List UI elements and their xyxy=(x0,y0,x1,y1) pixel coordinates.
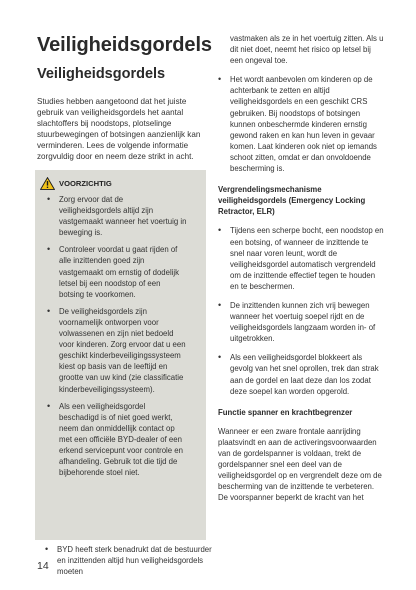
elr-list xyxy=(218,225,384,396)
tensioner-paragraph: Wanneer er een zware frontale aanrijding plaatsvindt en aan de activeringsvoorwaarden van de gordelspanner is voldaan, trekt de gordelspanner snel een deel van de veiligheidsgordel op en vergrendelt deze om de bescherming van de inzittende te verbeteren. De voorspanner beperkt de kracht van het xyxy=(218,426,382,503)
list-item xyxy=(218,300,384,344)
page-number: 14 xyxy=(37,560,49,572)
caution-item xyxy=(35,401,187,479)
list-item-text: Het wordt aanbevolen om kinderen op de achterbank te zetten en altijd veiligheidsgordels en een geschikt CRS gebruiken. Bij noodstops of botsingen kunnen onbeschermde kinderen ernstig gewond raken en kan hun leven in gevaar komen. Laat kinderen ook niet op iemands schoot zitten, omdat er dan onvoldoende bescherming is. xyxy=(230,75,377,174)
caution-item-text: Zorg ervoor dat de veiligheidsgordels altijd zijn vastgemaakt wanneer het voertuig in beweging is. xyxy=(59,195,187,238)
child-list xyxy=(218,74,384,174)
caution-item xyxy=(35,194,187,238)
left-bottom-list xyxy=(35,544,215,577)
bullet-dot: • xyxy=(218,74,222,85)
bullet-dot: • xyxy=(47,400,51,411)
caution-item-text: Controleer voordat u gaat rijden of alle inzittenden goed zijn vastgemaakt om ernstig of dodelijk letsel bij een noodstop of een botsing te voorkomen. xyxy=(59,245,180,299)
bullet-dot: • xyxy=(47,305,51,316)
caution-box xyxy=(35,170,206,540)
caution-header xyxy=(40,177,112,190)
list-item xyxy=(218,352,384,396)
list-item-text: Als een veiligheidsgordel blokkeert als gevolg van het snel oprollen, trek dan strak aan de gordel en laat deze dan los zodat deze soepel kan worden opgerold. xyxy=(230,353,379,396)
right-column xyxy=(218,33,384,503)
warning-triangle-icon xyxy=(40,177,55,190)
bullet-dot: • xyxy=(218,225,222,236)
page-title: Veiligheidsgordels xyxy=(37,34,212,56)
caution-list xyxy=(35,194,206,484)
list-item-text: Tijdens een scherpe bocht, een noodstop en een botsing, of wanneer de inzittende te snel naar voren leunt, wordt de veiligheidsgordel automatisch vergrendeld om de inzittende effectief tegen te houden en te beschermen. xyxy=(230,226,384,291)
intro-paragraph: Studies hebben aangetoond dat het juiste gebruik van veiligheidsgordels het aantal slachtoffers bij noodstops, plotselinge stuurbewegingen of botsingen aanzienlijk kan verminderen. Lees de volgende informatie zorgvuldig door en neem deze strikt in acht. xyxy=(37,97,201,161)
list-item xyxy=(35,544,215,577)
list-item-text: De inzittenden kunnen zich vrij bewegen wanneer het voertuig soepel rijdt en de veiligheidsgordels langzaam worden in- of uitgetrokken. xyxy=(230,300,376,344)
section-title: Veiligheidsgordels xyxy=(37,66,166,82)
bullet-dot: • xyxy=(45,544,49,554)
caution-item xyxy=(35,244,187,299)
bullet-dot: • xyxy=(47,194,51,204)
bullet-dot: • xyxy=(218,352,222,363)
elr-heading: Vergrendelingsmechanisme veiligheidsgordels (Emergency Locking Retractor, ELR) xyxy=(218,185,366,217)
caution-item xyxy=(35,306,187,395)
caution-label: VOORZICHTIG xyxy=(59,179,112,188)
tensioner-heading: Functie spanner en krachtbegrenzer xyxy=(218,407,353,417)
bullet-dot: • xyxy=(218,299,222,310)
continuation-text: vastmaken als ze in het voertuig zitten. Als u dit niet doet, neemt het risico op letsel bij een ongeval toe. xyxy=(230,34,384,66)
bullet-dot: • xyxy=(47,244,51,255)
list-item xyxy=(218,225,384,292)
caution-item-text: De veiligheidsgordels zijn voornamelijk ontworpen voor volwassenen en zijn niet bedoeld voor kinderen. Zorg ervoor dat u een geschikt kinderbeveiligingssysteem kiest op basis van de leeftijd en grootte van uw kind (zie classificatie kinderbeveiligingssysteem). xyxy=(59,306,186,394)
caution-item-text: Als een veiligheidsgordel beschadigd is of niet goed werkt, neem dan onmiddellijk contact op met een officiële BYD-dealer of een erkend servicepunt voor controle en afhandeling. Gebruik tot die tijd de bijbehorende stoel niet. xyxy=(59,401,183,478)
left-bottom-ul xyxy=(35,544,215,577)
list-item xyxy=(218,74,384,174)
list-item-text: BYD heeft sterk benadrukt dat de bestuurder en inzittenden altijd hun veiligheidsgordels moeten xyxy=(57,545,212,577)
